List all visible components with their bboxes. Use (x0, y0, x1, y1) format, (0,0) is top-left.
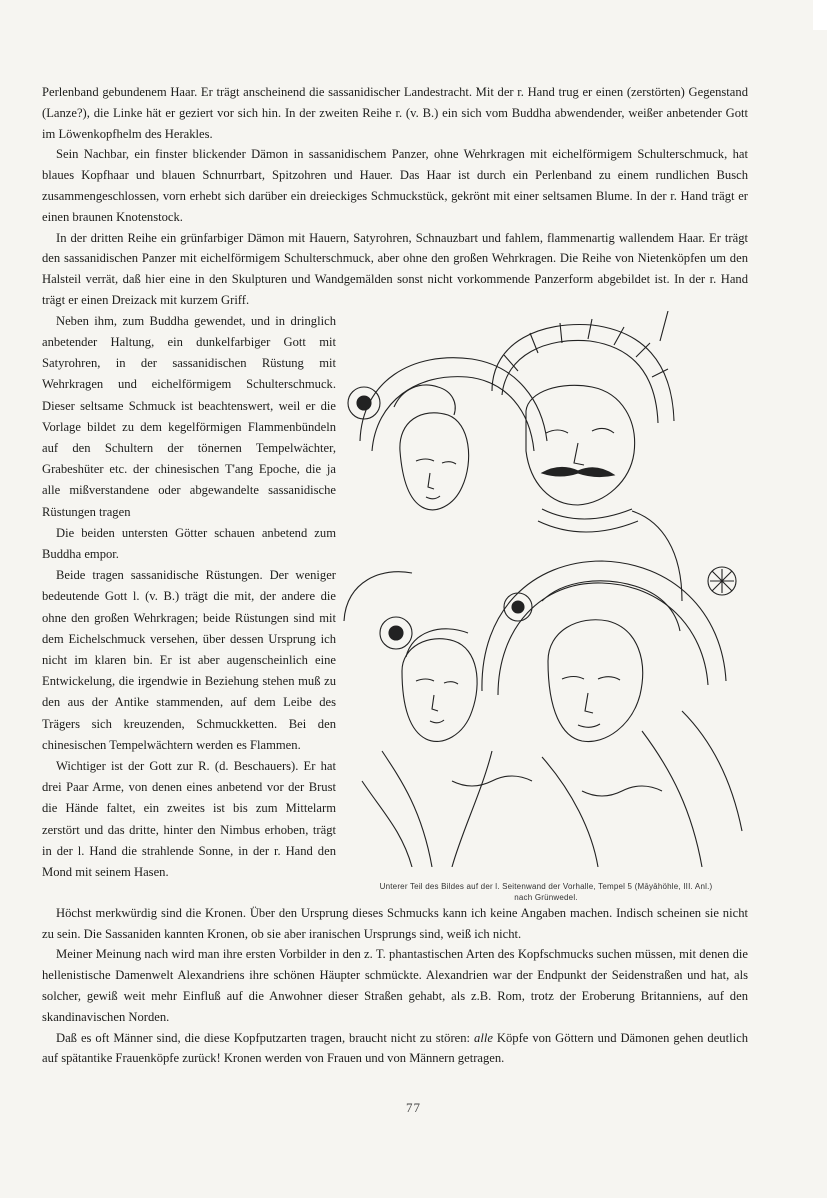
paragraph: In der dritten Reihe ein grünfarbiger Dämon mit Hauern, Satyrohren, Schnauzbart und fahlem, flammenartig wallendem Haar. Er trägt den sassanidischen Panzer mit eichelförmigem Schulterschmuck, aber ohne den großen Wehrkragen. Die Reihe von Nietenköpfen um den Halsteil verrät, daß hier eine in den Skulpturen und Wandgemälden sonst nicht vorkommende Panzerform abgebildet ist. In der r. Hand trägt er einen Dreizack mit kurzem Griff. (42, 230, 748, 307)
text-figure-block (42, 311, 748, 903)
caption-line: Unterer Teil des Bildes auf der l. Seitenwand der Vorhalle, Tempel 5 (Māyāhöhle, III. Anl.) (379, 881, 713, 891)
text-run: Daß es oft Männer sind, die diese Kopfputzarten tragen, braucht nicht zu stören: (56, 1030, 475, 1045)
caption-line: nach Grünwedel. (514, 892, 578, 902)
page-corner (813, 0, 827, 30)
deity-line-drawing (342, 311, 750, 867)
paragraph (42, 1028, 748, 1070)
paragraph: Meiner Meinung nach wird man ihre ersten Vorbilder in den z. T. phantastischen Arten des Kopfschmucks suchen müssen, mit denen die hellenistische Damenwelt Alexandriens ihre schönen Häupter schmückte. Alexandrien war der Endpunkt der Seidenstraßen und hat, als solcher, gewiß weit mehr Einfluß auf die Anwohner dieser Straßen gehabt, als z.B. Rom, trotz der Eroberung Britanniens, auf den skandinavischen Norden. (42, 947, 748, 1024)
paragraph: Neben ihm, zum Buddha gewendet, und in dringlich anbetender Haltung, ein dunkelfarbiger Gott mit Satyrohren, in der sassanidischen Rüstung mit Wehrkragen und eichelförmigem Schulterschmuck. Dieser seltsame Schmuck ist beachtenswert, weil er die Vorlage bildet zu dem kegelförmigen Flammenbündeln auf den Schultern der tönernen Tempelwächter, Grabeshüter etc. der chinesischen T'ang Epoche, die ja alle mißverstandene oder abgewandelte sassanidische Rüstungen tragen (42, 313, 336, 519)
page-number: 77 (406, 1100, 421, 1115)
emphasis: alle (474, 1030, 493, 1045)
page-body (42, 82, 748, 1069)
figure-caption (342, 881, 750, 903)
paragraph: Höchst merkwürdig sind die Kronen. Über den Ursprung dieses Schmucks kann ich keine Angaben machen. Indisch scheinen sie nicht zu sein. Die Sassaniden kannten Kronen, ob sie aber iranischen Ursprungs sind, weiß ich nicht. (42, 905, 748, 941)
paragraph: Sein Nachbar, ein finster blickender Dämon in sassanidischem Panzer, ohne Wehrkragen mit eichelförmigem Schulterschmuck, hat blaues Kopfhaar und blauen Schnurrbart, Spitzohren und Hauer. Das Haar ist durch ein Perlenband zu einem rundlichen Busch zusammengeschlossen, vorn erhebt sich darüber ein dreieckiges Schmuckstück, gekrönt mit einer seltsamen Blume. In der r. Hand trägt er einen braunen Knotenstock. (42, 147, 748, 224)
paragraph: Beide tragen sassanidische Rüstungen. Der weniger bedeutende Gott l. (v. B.) trägt die mit, der andere die ohne den großen Wehrkragen; beide Rüstungen sind mit dem Eichelschmuck versehen, über dessen Ursprung ich nicht im klaren bin. Er ist aber augenscheinlich eine Entwickelung, die irgendwie in Beziehung stehen muß zu den aus der Antike stammenden, auf dem Leibe des Trägers sich kreuzenden, Schmuckketten. Bei den chinesischen Tempelwächtern werden es Flammen. (42, 568, 336, 752)
left-column (42, 311, 336, 883)
text-run: Köpfe von Göttern und Dämonen gehen deutlich auf spätantike Frauenköpfe zurück! Kronen werden von Frauen und von Männern getragen. (42, 1030, 748, 1066)
paragraph: Die beiden untersten Götter schauen anbetend zum Buddha empor. (42, 525, 336, 561)
line-drawing-figure (342, 311, 750, 903)
paragraph: Perlenband gebundenem Haar. Er trägt anscheinend die sassanidischer Landestracht. Mit der r. Hand trug er einen (zerstörten) Gegenstand (Lanze?), die Linke hät er geziert vor sich hin. In der zweiten Reihe r. (v. B.) ein sich vom Buddha abwendender, weißer anbetender Gott im Löwenkopfhelm des Herakles. (42, 85, 748, 141)
paragraph: Wichtiger ist der Gott zur R. (d. Beschauers). Er hat drei Paar Arme, von denen eines anbetend vor der Brust die Hände faltet, ein zweites ist bis zum Mittelarm zerstört und das dritte, hinter den Nimbus erhoben, trägt in der l. Hand die strahlende Sonne, in der r. Hand den Mond mit seinem Hasen. (42, 759, 336, 880)
